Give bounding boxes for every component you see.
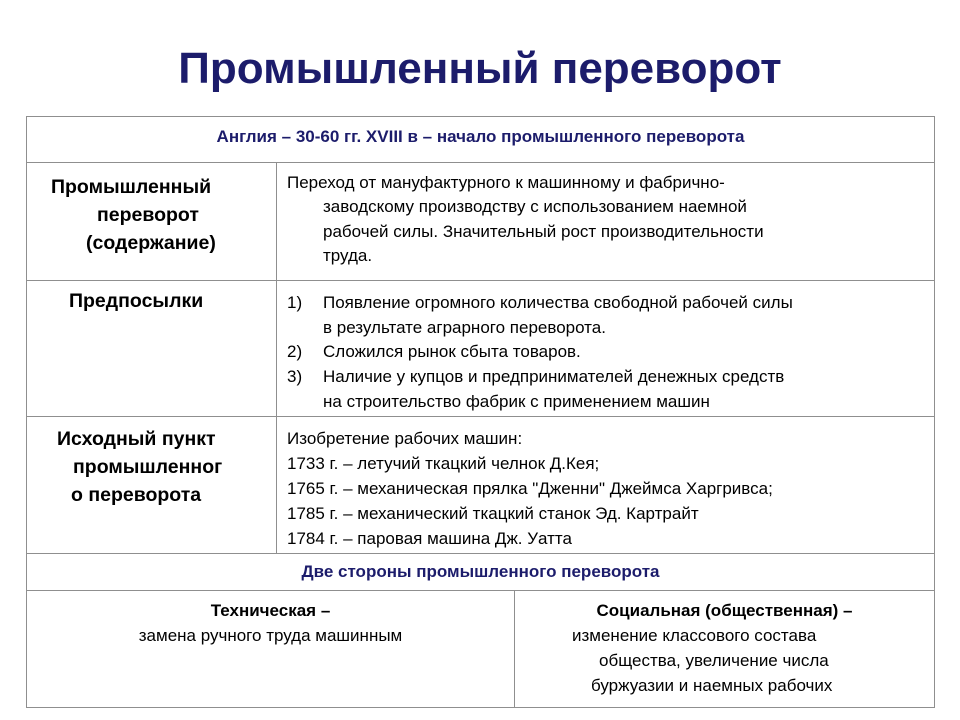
content-line: заводскому производству с использованием наемной xyxy=(323,197,747,216)
side-title: Социальная (общественная) – xyxy=(596,601,853,620)
technical-side-cell xyxy=(27,591,515,707)
page-title: Промышленный переворот xyxy=(178,44,782,93)
side-line: замена ручного труда машинным xyxy=(138,626,403,645)
content-line: 1765 г. – механическая прялка "Дженни" Джеймса Харгривса; xyxy=(287,479,773,498)
list-number: 3) xyxy=(287,367,303,386)
table-row xyxy=(27,163,934,281)
row-label-cell xyxy=(27,417,277,553)
list-line: Появление огромного количества свободной рабочей силы xyxy=(323,293,793,312)
social-side-cell xyxy=(515,591,934,707)
content-line: 1785 г. – механический ткацкий станок Эд. Картрайт xyxy=(287,504,699,523)
side-line: общества, увеличение числа xyxy=(599,651,829,670)
list-line: Сложился рынок сбыта товаров. xyxy=(323,342,581,361)
row-content-cell xyxy=(277,281,934,416)
content-line: рабочей силы. Значительный рост производительности xyxy=(323,222,764,241)
row-content-cell xyxy=(277,417,934,553)
list-line: в результате аграрного переворота. xyxy=(323,317,606,337)
list-item xyxy=(287,291,960,340)
sides-header-text: Две стороны промышленного переворота xyxy=(301,562,660,581)
sides-row xyxy=(27,591,934,707)
row-label-cell xyxy=(27,163,277,280)
row-content-cell xyxy=(277,163,934,280)
row-label-line: промышленног xyxy=(73,456,223,478)
table-row xyxy=(27,281,934,417)
list-line: на строительство фабрик с применением машин xyxy=(323,391,710,411)
header-row xyxy=(27,117,934,163)
row-label-line: Промышленный xyxy=(51,176,212,198)
list-item xyxy=(287,340,960,365)
content-line: Изобретение рабочих машин: xyxy=(287,429,523,448)
header-row-text: Англия – 30-60 гг. XVIII в – начало промышленного переворота xyxy=(216,127,745,146)
list-number: 2) xyxy=(287,342,303,361)
sides-header-row xyxy=(27,554,934,591)
list-item xyxy=(287,365,960,414)
side-line: буржуазии и наемных рабочих xyxy=(591,676,833,695)
side-title: Техническая – xyxy=(210,601,331,620)
content-line: труда. xyxy=(323,246,373,265)
content-line: 1784 г. – паровая машина Дж. Уатта xyxy=(287,529,572,548)
row-label-line: Предпосылки xyxy=(69,290,204,312)
content-line: 1733 г. – летучий ткацкий челнок Д.Кея; xyxy=(287,454,600,473)
side-line: изменение классового состава xyxy=(572,626,817,645)
row-label-line: переворот xyxy=(97,204,199,226)
list-number: 1) xyxy=(287,293,303,312)
row-label-line: Исходный пункт xyxy=(57,428,216,450)
row-label-line: о переворота xyxy=(71,484,202,506)
content-line: Переход от мануфактурного к машинному и фабрично- xyxy=(287,173,725,192)
row-label-cell xyxy=(27,281,277,416)
row-label-line: (содержание) xyxy=(86,232,216,254)
table-row xyxy=(27,417,934,554)
list-line: Наличие у купцов и предпринимателей денежных средств xyxy=(323,367,785,386)
content-table xyxy=(26,116,935,708)
